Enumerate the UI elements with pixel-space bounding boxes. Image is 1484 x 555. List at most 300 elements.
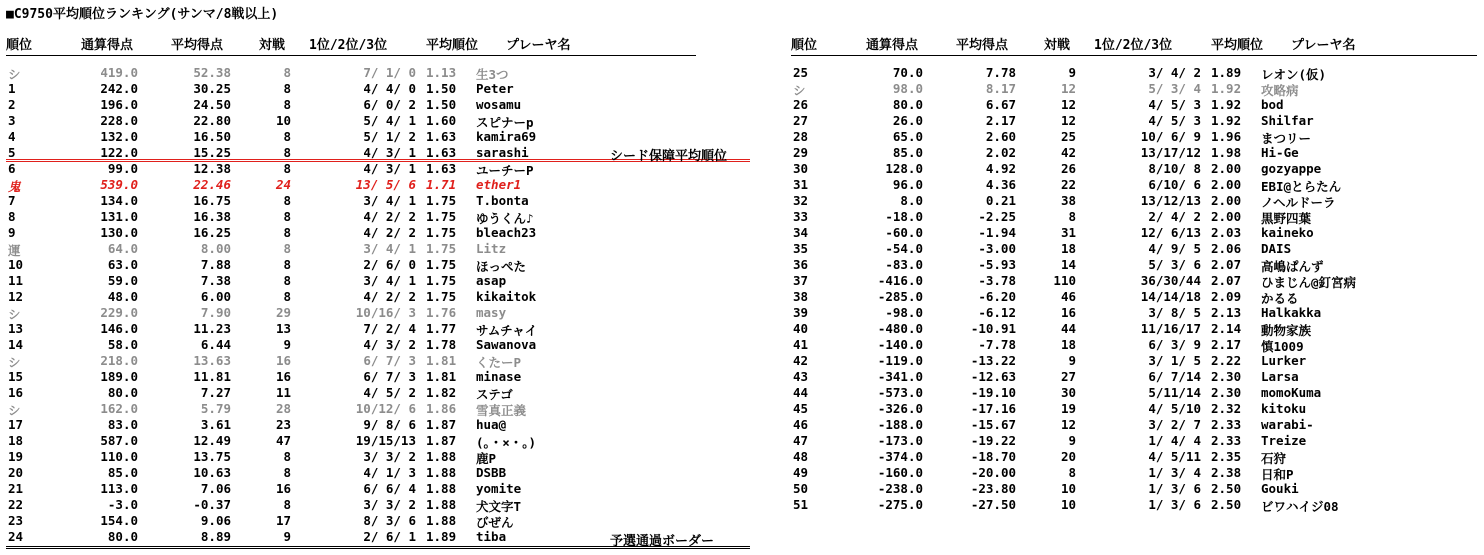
cell-avg-rank: 2.03 <box>1211 225 1242 240</box>
cell-games: 10 <box>1060 481 1076 496</box>
cell-games: 16 <box>275 369 291 384</box>
cell-avg: 9.06 <box>200 513 231 528</box>
table-row <box>791 448 1481 464</box>
cell-total: -18.0 <box>885 209 923 224</box>
cell-places: 10/ 6/ 9 <box>1140 129 1201 144</box>
cell-avg-rank: 1.71 <box>426 177 457 192</box>
cell-rank: 26 <box>793 97 809 112</box>
cell-rank: シ <box>8 67 21 82</box>
cell-total: 113.0 <box>100 481 138 496</box>
cell-avg: 22.80 <box>193 113 231 128</box>
cell-avg-rank: 2.00 <box>1211 177 1242 192</box>
cell-total: -173.0 <box>877 433 923 448</box>
cell-player: Hi-Ge <box>1261 145 1299 160</box>
cell-games: 17 <box>275 513 291 528</box>
cell-player: Lurker <box>1261 353 1307 368</box>
cell-rank: 8 <box>8 209 16 224</box>
header-player: プレーヤ名 <box>506 38 571 53</box>
table-row <box>6 128 696 144</box>
cell-avg-rank: 1.75 <box>426 241 457 256</box>
cell-avg: 24.50 <box>193 97 231 112</box>
cell-games: 16 <box>275 481 291 496</box>
table-row <box>6 512 696 528</box>
cell-games: 12 <box>1060 97 1076 112</box>
cell-places: 3/ 3/ 2 <box>363 449 416 464</box>
cell-avg-rank: 1.75 <box>426 225 457 240</box>
table-row <box>791 416 1481 432</box>
cell-player: Litz <box>476 241 507 256</box>
cell-player: 石狩 <box>1261 451 1287 466</box>
cell-total: -188.0 <box>877 417 923 432</box>
cell-avg: 2.02 <box>985 145 1016 160</box>
cell-games: 18 <box>1060 337 1076 352</box>
cell-places: 5/ 3/ 4 <box>1148 81 1201 96</box>
cell-rank: 38 <box>793 289 809 304</box>
cell-player: ビワハイジ08 <box>1261 499 1339 514</box>
cell-total: 65.0 <box>892 129 923 144</box>
cell-rank: 16 <box>8 385 24 400</box>
header-games: 対戦 <box>1044 38 1071 53</box>
cell-places: 3/ 4/ 1 <box>363 193 416 208</box>
cell-total: -54.0 <box>885 241 923 256</box>
table-row <box>6 288 696 304</box>
cell-games: 27 <box>1060 369 1076 384</box>
cell-avg-rank: 1.88 <box>426 513 457 528</box>
cell-total: 154.0 <box>100 513 138 528</box>
cell-avg-rank: 2.13 <box>1211 305 1242 320</box>
cell-games: 9 <box>283 529 291 544</box>
cell-avg-rank: 2.07 <box>1211 273 1242 288</box>
cell-total: -341.0 <box>877 369 923 384</box>
table-row <box>791 480 1481 496</box>
cell-player: yomite <box>476 481 522 496</box>
cell-rank: 7 <box>8 193 16 208</box>
header-total: 通算得点 <box>866 38 919 53</box>
cell-games: 38 <box>1060 193 1076 208</box>
cell-avg-rank: 2.33 <box>1211 417 1242 432</box>
table-row <box>6 240 696 256</box>
cell-avg: -7.78 <box>978 337 1016 352</box>
cell-avg: 7.38 <box>200 273 231 288</box>
cell-player: sarashi <box>476 145 529 160</box>
cell-places: 10/16/ 3 <box>355 305 416 320</box>
cell-places: 6/10/ 6 <box>1148 177 1201 192</box>
cell-player: gozyappe <box>1261 161 1322 176</box>
cell-total: 83.0 <box>107 417 138 432</box>
cell-avg-rank: 2.17 <box>1211 337 1242 352</box>
cell-total: 128.0 <box>885 161 923 176</box>
cell-avg-rank: 2.50 <box>1211 481 1242 496</box>
cell-total: -60.0 <box>885 225 923 240</box>
table-row <box>6 64 696 80</box>
table-row <box>791 432 1481 448</box>
cell-total: 80.0 <box>892 97 923 112</box>
cell-player: びぜん <box>476 515 514 530</box>
table-row <box>791 240 1481 256</box>
cell-player: Shilfar <box>1261 113 1314 128</box>
cell-total: 122.0 <box>100 145 138 160</box>
cell-player: tiba <box>476 529 507 544</box>
cell-avg-rank: 2.30 <box>1211 385 1242 400</box>
cell-places: 4/ 2/ 2 <box>363 289 416 304</box>
table-row <box>6 480 696 496</box>
table-row <box>6 256 696 272</box>
cell-places: 4/ 5/ 2 <box>363 385 416 400</box>
cell-rank: 28 <box>793 129 809 144</box>
cell-avg: 4.36 <box>985 177 1016 192</box>
cell-games: 19 <box>1060 401 1076 416</box>
cell-places: 4/ 9/ 5 <box>1148 241 1201 256</box>
cell-player: 日和P <box>1261 467 1294 482</box>
cell-rank: 32 <box>793 193 809 208</box>
table-row <box>791 336 1481 352</box>
cell-places: 4/ 3/ 2 <box>363 337 416 352</box>
header-total: 通算得点 <box>81 38 134 53</box>
cell-rank: 鬼 <box>8 179 21 194</box>
cell-rank: 15 <box>8 369 24 384</box>
cell-avg: 2.17 <box>985 113 1016 128</box>
cell-player: 鹿P <box>476 451 497 466</box>
cell-rank: 44 <box>793 385 809 400</box>
cell-places: 4/ 3/ 1 <box>363 161 416 176</box>
cell-rank: 14 <box>8 337 24 352</box>
cell-places: 8/10/ 8 <box>1148 161 1201 176</box>
table-row <box>791 64 1481 80</box>
cell-places: 4/ 5/ 3 <box>1148 97 1201 112</box>
cell-player: asap <box>476 273 507 288</box>
cell-player: レオン(仮) <box>1261 67 1327 82</box>
table-row <box>791 176 1481 192</box>
cell-avg-rank: 1.63 <box>426 145 457 160</box>
table-header <box>6 32 706 52</box>
cell-places: 6/ 0/ 2 <box>363 97 416 112</box>
cell-games: 8 <box>283 145 291 160</box>
cell-avg-rank: 1.92 <box>1211 97 1242 112</box>
cell-places: 3/ 4/ 1 <box>363 273 416 288</box>
cell-rank: 9 <box>8 225 16 240</box>
table-row <box>791 464 1481 480</box>
cell-player: kitoku <box>1261 401 1307 416</box>
header-divider <box>6 55 696 56</box>
cell-avg: 0.21 <box>985 193 1016 208</box>
cell-player: 攻略病 <box>1261 83 1299 98</box>
cell-games: 8 <box>283 209 291 224</box>
cell-total: 85.0 <box>892 145 923 160</box>
cell-avg: 15.25 <box>193 145 231 160</box>
cell-player: masy <box>476 305 507 320</box>
cell-player: Treize <box>1261 433 1307 448</box>
cell-player: Peter <box>476 81 514 96</box>
cell-avg-rank: 1.92 <box>1211 81 1242 96</box>
cell-total: 80.0 <box>107 385 138 400</box>
table-row <box>791 288 1481 304</box>
cell-avg-rank: 1.87 <box>426 417 457 432</box>
cell-avg: 7.90 <box>200 305 231 320</box>
cell-rank: シ <box>8 355 21 370</box>
cell-places: 3/ 4/ 1 <box>363 241 416 256</box>
cell-avg-rank: 1.86 <box>426 401 457 416</box>
cell-rank: 42 <box>793 353 809 368</box>
table-row <box>6 496 696 512</box>
header-divider <box>791 55 1477 56</box>
table-row <box>791 496 1481 512</box>
cell-places: 2/ 6/ 1 <box>363 529 416 544</box>
table-row <box>791 192 1481 208</box>
cell-avg-rank: 1.88 <box>426 449 457 464</box>
cell-player: 慎1009 <box>1261 339 1304 354</box>
cell-games: 23 <box>275 417 291 432</box>
cell-avg: -0.37 <box>193 497 231 512</box>
cell-player: 犬文字T <box>476 499 522 514</box>
cell-total: -285.0 <box>877 289 923 304</box>
cell-rank: 39 <box>793 305 809 320</box>
cell-games: 9 <box>283 337 291 352</box>
cell-avg-rank: 2.30 <box>1211 369 1242 384</box>
cell-total: -119.0 <box>877 353 923 368</box>
cell-places: 3/ 2/ 7 <box>1148 417 1201 432</box>
cell-avg-rank: 1.96 <box>1211 129 1242 144</box>
cell-player: kaineko <box>1261 225 1314 240</box>
cell-games: 9 <box>1068 433 1076 448</box>
cell-avg: 8.17 <box>985 81 1016 96</box>
table-row <box>791 256 1481 272</box>
cell-rank: 23 <box>8 513 24 528</box>
table-row <box>791 96 1481 112</box>
table-row <box>6 384 696 400</box>
cell-total: -480.0 <box>877 321 923 336</box>
table-row <box>6 80 696 96</box>
table-row <box>6 416 696 432</box>
cell-total: -573.0 <box>877 385 923 400</box>
table-row <box>6 160 696 176</box>
cell-places: 1/ 3/ 4 <box>1148 465 1201 480</box>
cell-player: T.bonta <box>476 193 529 208</box>
cell-avg-rank: 1.75 <box>426 209 457 224</box>
table-row <box>791 272 1481 288</box>
cell-rank: 19 <box>8 449 24 464</box>
cell-player: kamira69 <box>476 129 537 144</box>
cell-avg-rank: 1.81 <box>426 353 457 368</box>
cell-player: ほっぺた <box>476 259 527 274</box>
cell-avg: 3.61 <box>200 417 231 432</box>
cell-total: 419.0 <box>100 65 138 80</box>
table-row <box>6 112 696 128</box>
cell-rank: 5 <box>8 145 16 160</box>
cell-player: bleach23 <box>476 225 537 240</box>
cell-avg-rank: 2.50 <box>1211 497 1242 512</box>
cell-player: まつリー <box>1261 131 1312 146</box>
cell-avg-rank: 2.06 <box>1211 241 1242 256</box>
header-rank: 順位 <box>6 38 33 53</box>
cell-total: -3.0 <box>107 497 138 512</box>
cell-rank: 3 <box>8 113 16 128</box>
cell-player: ひまじん@釘宮病 <box>1261 275 1357 290</box>
table-row <box>791 144 1481 160</box>
cell-total: 98.0 <box>892 81 923 96</box>
cell-places: 1/ 4/ 4 <box>1148 433 1201 448</box>
cell-games: 30 <box>1060 385 1076 400</box>
cell-player: ゆうくん♪ <box>476 211 534 226</box>
cell-places: 3/ 4/ 2 <box>1148 65 1201 80</box>
cell-avg: 7.06 <box>200 481 231 496</box>
cell-rank: 1 <box>8 81 16 96</box>
cell-avg: -6.20 <box>978 289 1016 304</box>
cell-player: bod <box>1261 97 1284 112</box>
cell-games: 18 <box>1060 241 1076 256</box>
table-row <box>6 272 696 288</box>
cell-rank: 29 <box>793 145 809 160</box>
cell-places: 12/ 6/13 <box>1140 225 1201 240</box>
cell-games: 13 <box>275 321 291 336</box>
cell-places: 6/ 3/ 9 <box>1148 337 1201 352</box>
cell-player: DAIS <box>1261 241 1292 256</box>
cell-total: 64.0 <box>107 241 138 256</box>
cell-player: ユーチーP <box>476 163 534 178</box>
cell-avg-rank: 2.22 <box>1211 353 1242 368</box>
cell-avg: 11.81 <box>193 369 231 384</box>
cell-rank: 43 <box>793 369 809 384</box>
cell-games: 8 <box>283 97 291 112</box>
cell-rank: 50 <box>793 481 809 496</box>
cell-avg-rank: 1.63 <box>426 161 457 176</box>
cell-rank: 48 <box>793 449 809 464</box>
cell-avg: 12.38 <box>193 161 231 176</box>
cell-games: 9 <box>1068 65 1076 80</box>
cell-rank: 40 <box>793 321 809 336</box>
cell-player: wosamu <box>476 97 522 112</box>
cell-total: 26.0 <box>892 113 923 128</box>
cell-player: Larsa <box>1261 369 1299 384</box>
cell-avg: -18.70 <box>970 449 1016 464</box>
cell-player: 生3つ <box>476 67 509 82</box>
cell-places: 4/ 3/ 1 <box>363 145 416 160</box>
header-places: 1位/2位/3位 <box>309 38 388 53</box>
cell-avg-rank: 1.81 <box>426 369 457 384</box>
cell-total: 587.0 <box>100 433 138 448</box>
cell-games: 8 <box>283 161 291 176</box>
cell-avg: 12.49 <box>193 433 231 448</box>
table-row <box>6 176 696 192</box>
cell-rank: 24 <box>8 529 24 544</box>
cell-places: 6/ 7/ 3 <box>363 369 416 384</box>
cell-avg: 13.75 <box>193 449 231 464</box>
cell-player: スピナーp <box>476 115 534 130</box>
cell-games: 8 <box>283 225 291 240</box>
cell-rank: 45 <box>793 401 809 416</box>
table-row <box>791 368 1481 384</box>
cell-games: 8 <box>283 129 291 144</box>
cell-places: 13/ 5/ 6 <box>355 177 416 192</box>
cell-player: Sawanova <box>476 337 537 352</box>
table-row <box>6 400 696 416</box>
table-row <box>791 208 1481 224</box>
cell-player: サムチャイ <box>476 323 538 338</box>
cell-total: 110.0 <box>100 449 138 464</box>
cell-avg: -17.16 <box>970 401 1016 416</box>
cell-rank: 21 <box>8 481 24 496</box>
cell-avg-rank: 2.07 <box>1211 257 1242 272</box>
cell-total: 58.0 <box>107 337 138 352</box>
cell-rank: 10 <box>8 257 24 272</box>
header-avg-rank: 平均順位 <box>426 38 479 53</box>
cell-rank: 20 <box>8 465 24 480</box>
cell-player: 黒野四葉 <box>1261 211 1312 226</box>
cell-games: 8 <box>283 449 291 464</box>
cell-avg-rank: 1.60 <box>426 113 457 128</box>
cell-avg-rank: 1.50 <box>426 97 457 112</box>
cell-avg: -19.22 <box>970 433 1016 448</box>
cell-avg: 2.60 <box>985 129 1016 144</box>
cell-avg: 13.63 <box>193 353 231 368</box>
cell-avg: 11.23 <box>193 321 231 336</box>
table-row <box>6 336 696 352</box>
header-avg: 平均得点 <box>171 38 224 53</box>
cell-games: 20 <box>1060 449 1076 464</box>
cell-games: 28 <box>275 401 291 416</box>
cell-places: 7/ 2/ 4 <box>363 321 416 336</box>
cell-avg-rank: 1.89 <box>1211 65 1242 80</box>
cell-total: -140.0 <box>877 337 923 352</box>
cell-avg: -20.00 <box>970 465 1016 480</box>
cell-total: -416.0 <box>877 273 923 288</box>
cell-places: 13/12/13 <box>1140 193 1201 208</box>
cell-avg-rank: 1.98 <box>1211 145 1242 160</box>
cell-places: 19/15/13 <box>355 433 416 448</box>
cell-player: momoKuma <box>1261 385 1322 400</box>
header-player: プレーヤ名 <box>1291 38 1356 53</box>
cell-places: 4/ 4/ 0 <box>363 81 416 96</box>
cell-games: 10 <box>1060 497 1076 512</box>
table-row <box>791 128 1481 144</box>
cell-places: 4/ 1/ 3 <box>363 465 416 480</box>
cell-player: warabi- <box>1261 417 1314 432</box>
cell-total: 242.0 <box>100 81 138 96</box>
cell-avg-rank: 2.35 <box>1211 449 1242 464</box>
table-row <box>6 464 696 480</box>
table-row <box>6 432 696 448</box>
cell-games: 8 <box>1068 465 1076 480</box>
cell-total: -83.0 <box>885 257 923 272</box>
cell-avg: -12.63 <box>970 369 1016 384</box>
cell-avg-rank: 1.63 <box>426 129 457 144</box>
cell-games: 8 <box>283 65 291 80</box>
table-row <box>6 368 696 384</box>
table-row <box>791 352 1481 368</box>
cell-avg-rank: 1.75 <box>426 289 457 304</box>
cell-places: 14/14/18 <box>1140 289 1201 304</box>
cell-places: 4/ 2/ 2 <box>363 209 416 224</box>
table-row <box>6 352 696 368</box>
cell-rank: 11 <box>8 273 24 288</box>
cell-places: 4/ 2/ 2 <box>363 225 416 240</box>
cell-avg: 7.27 <box>200 385 231 400</box>
cell-places: 3/ 3/ 2 <box>363 497 416 512</box>
cell-avg: 5.79 <box>200 401 231 416</box>
cell-avg: 22.46 <box>193 177 231 192</box>
cell-rank: 41 <box>793 337 809 352</box>
cell-rank: 運 <box>8 243 21 258</box>
cell-rank: 51 <box>793 497 809 512</box>
cell-avg: -3.78 <box>978 273 1016 288</box>
cell-player: 動物家族 <box>1261 323 1312 338</box>
table-row <box>791 160 1481 176</box>
cell-total: -238.0 <box>877 481 923 496</box>
cell-avg-rank: 2.32 <box>1211 401 1242 416</box>
table-row <box>791 112 1481 128</box>
cell-total: -374.0 <box>877 449 923 464</box>
cell-rank: 17 <box>8 417 24 432</box>
cell-total: 85.0 <box>107 465 138 480</box>
